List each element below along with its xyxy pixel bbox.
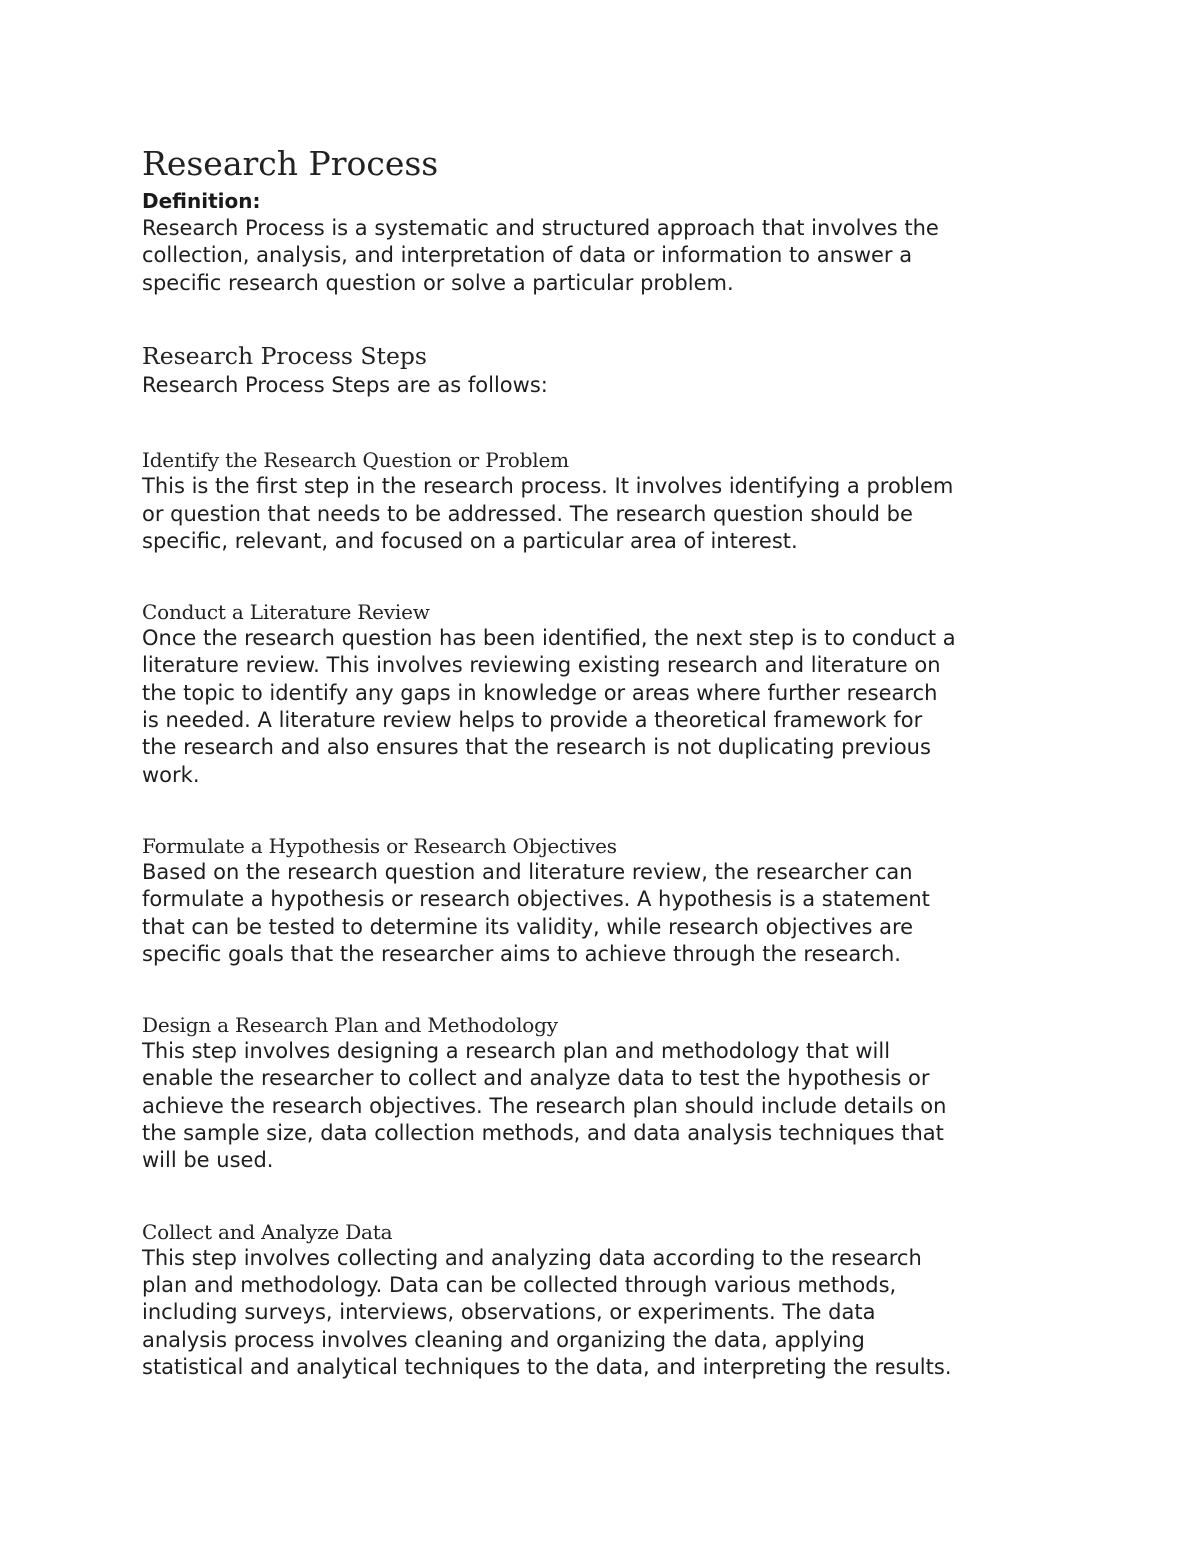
step-heading: Conduct a Literature Review [142, 600, 430, 625]
page-title: Research Process [142, 144, 439, 183]
steps-heading: Research Process Steps [142, 341, 427, 370]
step-section-2 [142, 599, 1060, 789]
step-heading: Design a Research Plan and Methodology [142, 1013, 558, 1038]
step-section-5 [142, 1219, 1060, 1381]
definition-text: Research Process is a systematic and structured approach that involves the collection, analysis, and interpretation of data or information to answer a specific research question or solve a particular problem. [142, 216, 939, 295]
step-text: This is the first step in the research process. It involves identifying a problem or question that needs to be addressed. The research question should be specific, relevant, and focused on a particular area of interest. [142, 474, 954, 553]
step-heading: Identify the Research Question or Problem [142, 448, 569, 473]
step-text: This step involves collecting and analyzing data according to the research plan and methodology. Data can be collected through various methods, including surveys, interviews, observations, or experiments. The data analysis process involves cleaning and organizing the data, applying statistical and analytical techniques to the data, and interpreting the results. [142, 1245, 952, 1379]
step-heading: Collect and Analyze Data [142, 1219, 393, 1244]
definition-label: Definition: [142, 189, 261, 213]
step-section-3 [142, 833, 1060, 968]
step-text: Based on the research question and literature review, the researcher can formulate a hypothesis or research objectives. A hypothesis is a statement that can be tested to determine its validity, while research objectives are specific goals that the researcher aims to achieve through the research. [142, 859, 930, 966]
step-text: Once the research question has been identified, the next step is to conduct a literature review. This involves reviewing existing research and literature on the topic to identify any gaps in knowledge or areas where further research is needed. A literature review helps to provide a theoretical framework for the research and also ensures that the research is not duplicating previous work. [142, 626, 956, 787]
step-text: This step involves designing a research plan and methodology that will enable the researcher to collect and analyze data to test the hypothesis or achieve the research objectives. The research plan should include details on the sample size, data collection methods, and data analysis techniques that will be used. [142, 1039, 947, 1173]
step-heading: Formulate a Hypothesis or Research Objectives [142, 833, 617, 858]
steps-intro: Research Process Steps are as follows: [142, 372, 548, 397]
step-section-1 [142, 447, 1060, 555]
step-section-4 [142, 1012, 1060, 1174]
